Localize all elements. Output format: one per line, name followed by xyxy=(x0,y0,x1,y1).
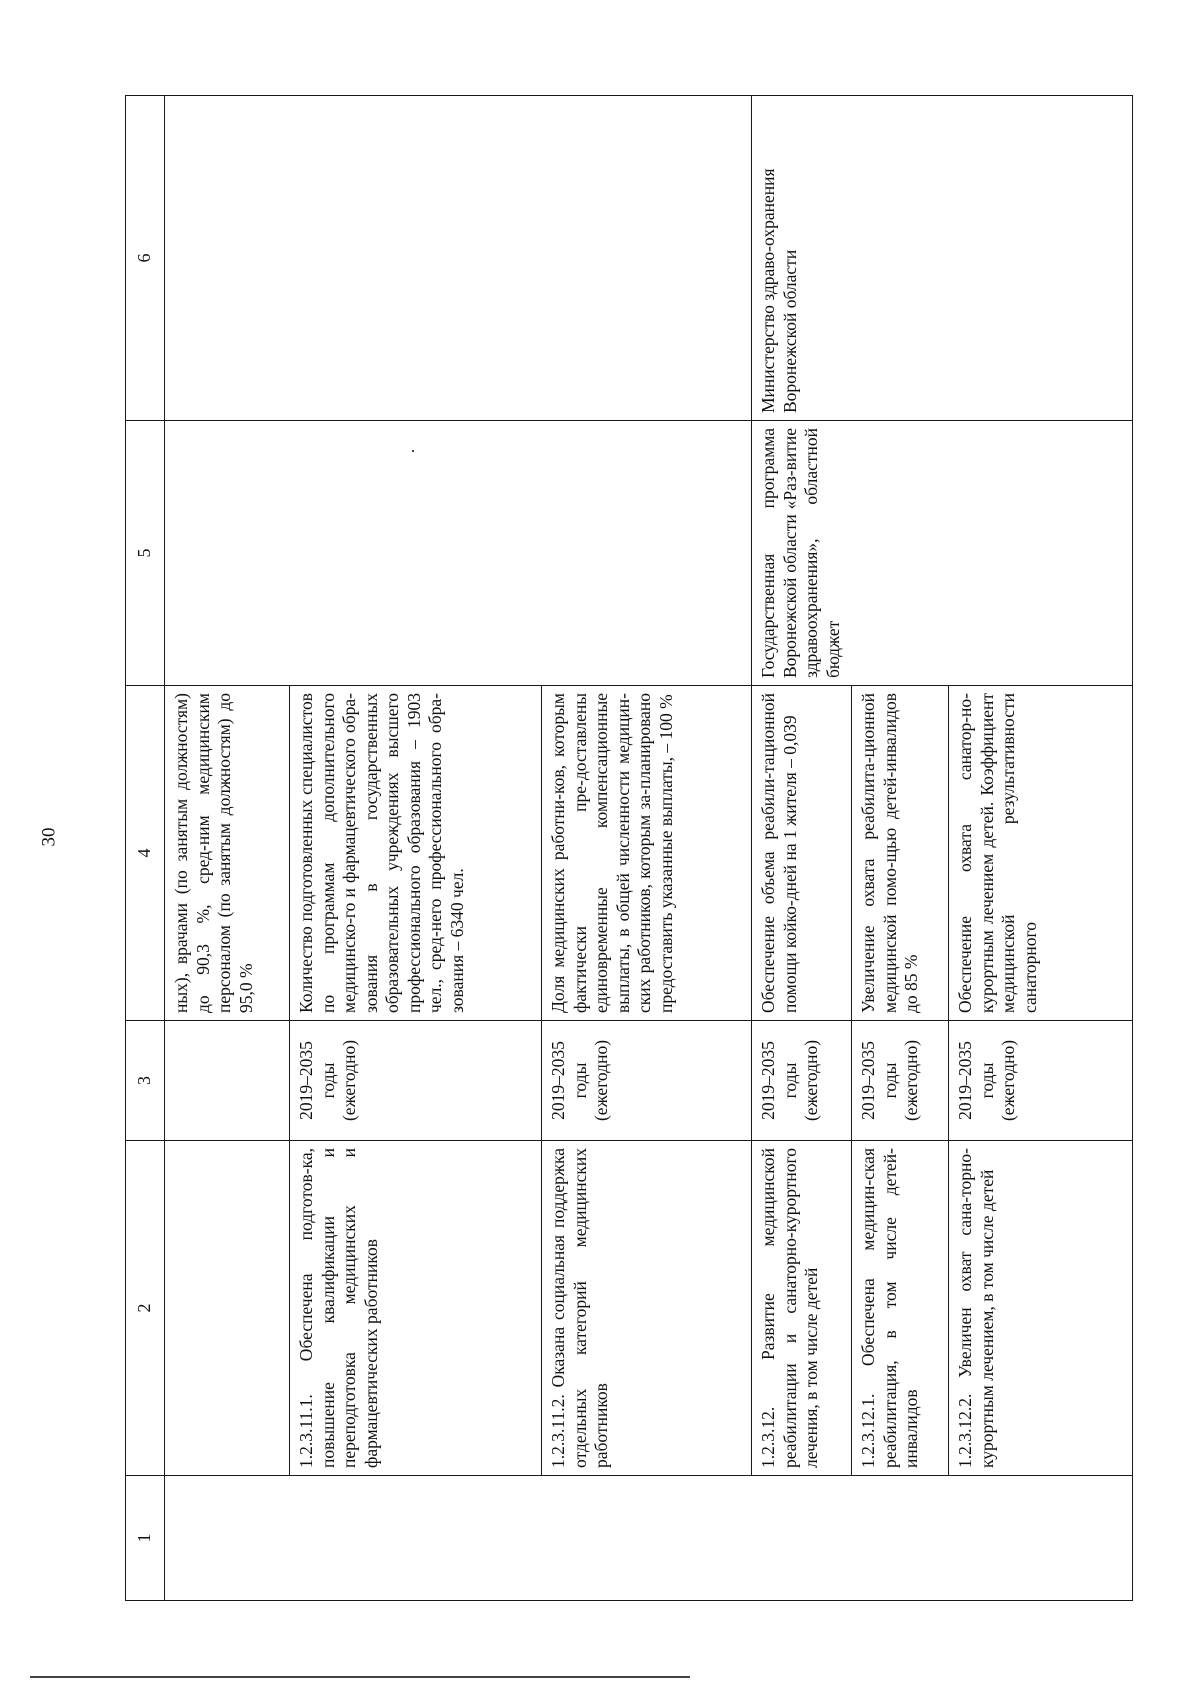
row4-col3: 2019–2035 годы (ежегодно) xyxy=(852,1021,949,1141)
row3-col3: 2019–2035 годы (ежегодно) xyxy=(752,1021,852,1141)
row1-col3: 2019–2035 годы (ежегодно) xyxy=(290,1021,542,1141)
row2-col3: 2019–2035 годы (ежегодно) xyxy=(542,1021,752,1141)
upper-col5 xyxy=(165,421,752,686)
header-col-3: 3 xyxy=(126,1021,165,1141)
header-col-4: 4 xyxy=(126,686,165,1021)
header-col-1: 1 xyxy=(126,1476,165,1601)
table-row xyxy=(752,96,852,1601)
row1-col2: 1.2.3.11.1. Обеспечена подготов-ка, повышение квалификации и переподготовка медицинских и фармацевтических работников xyxy=(290,1141,542,1476)
header-col-5: 5 xyxy=(126,421,165,686)
page-number: 30 xyxy=(38,827,60,847)
row3-col6: Министерство здраво-охранения Воронежской области xyxy=(752,96,1133,421)
header-col-6: 6 xyxy=(126,96,165,421)
row4-col4: Увеличение охвата реабилита-ционной медицинской помо-щью детей-инвалидов до 85 % xyxy=(852,686,949,1021)
row3-col5: Государственная программа Воронежской области «Раз-витие здравоохранения», областной бюджет xyxy=(752,421,1133,686)
scan-bottom-line xyxy=(30,1676,690,1678)
program-table xyxy=(125,95,1133,1601)
row4-col2: 1.2.3.12.1. Обеспечена медицин-ская реабилитация, в том числе детей-инвалидов xyxy=(852,1141,949,1476)
cont-col2 xyxy=(165,1141,290,1476)
header-col-2: 2 xyxy=(126,1141,165,1476)
header-row xyxy=(126,96,165,1601)
row3-col4: Обеспечение объема реабили-тационной помощи койко-дней на 1 жителя – 0,039 xyxy=(752,686,852,1021)
row3-col2: 1.2.3.12. Развитие медицинской реабилитации и санаторно-курортного лечения, в том числе детей xyxy=(752,1141,852,1476)
upper-col6 xyxy=(165,96,752,421)
row2-col4: Доля медицинских работни-ков, которым фактически пре-доставлены единовременные компенсационные выплаты, в общей численности медицин-ских работников, которым за-планировано предоставить указанные выплаты, – 100 % xyxy=(542,686,752,1021)
row5-col3: 2019–2035 годы (ежегодно) xyxy=(949,1021,1133,1141)
rotated-table-container xyxy=(125,96,1127,1601)
row2-col2: 1.2.3.11.2. Оказана социальная поддержка отдельных категорий медицинских работников xyxy=(542,1141,752,1476)
row5-col4: Обеспечение охвата санатор-но-курортным лечением детей. Коэффициент медицинской результативности санаторного xyxy=(949,686,1133,1021)
row1-col4: Количество подготовленных специалистов по программам дополнительного медицинско-го и фармацевтического обра-зования в государственных образовательных учреждениях высшего профессионального образования – 1903 чел., сред-него профессионального обра-зования – 6340 чел. xyxy=(290,686,542,1021)
table-row-continuation xyxy=(165,96,290,1601)
cont-col3 xyxy=(165,1021,290,1141)
cont-col4: ных), врачами (по занятым должностям) до 90,3 %, сред-ним медицинским персоналом (по занятым должностям) до 95,0 % xyxy=(165,686,290,1021)
scan-speck xyxy=(412,450,414,452)
row5-col2: 1.2.3.12.2. Увеличен охват сана-торно-курортным лечением, в том числе детей xyxy=(949,1141,1133,1476)
col1-cell xyxy=(165,1476,1133,1601)
